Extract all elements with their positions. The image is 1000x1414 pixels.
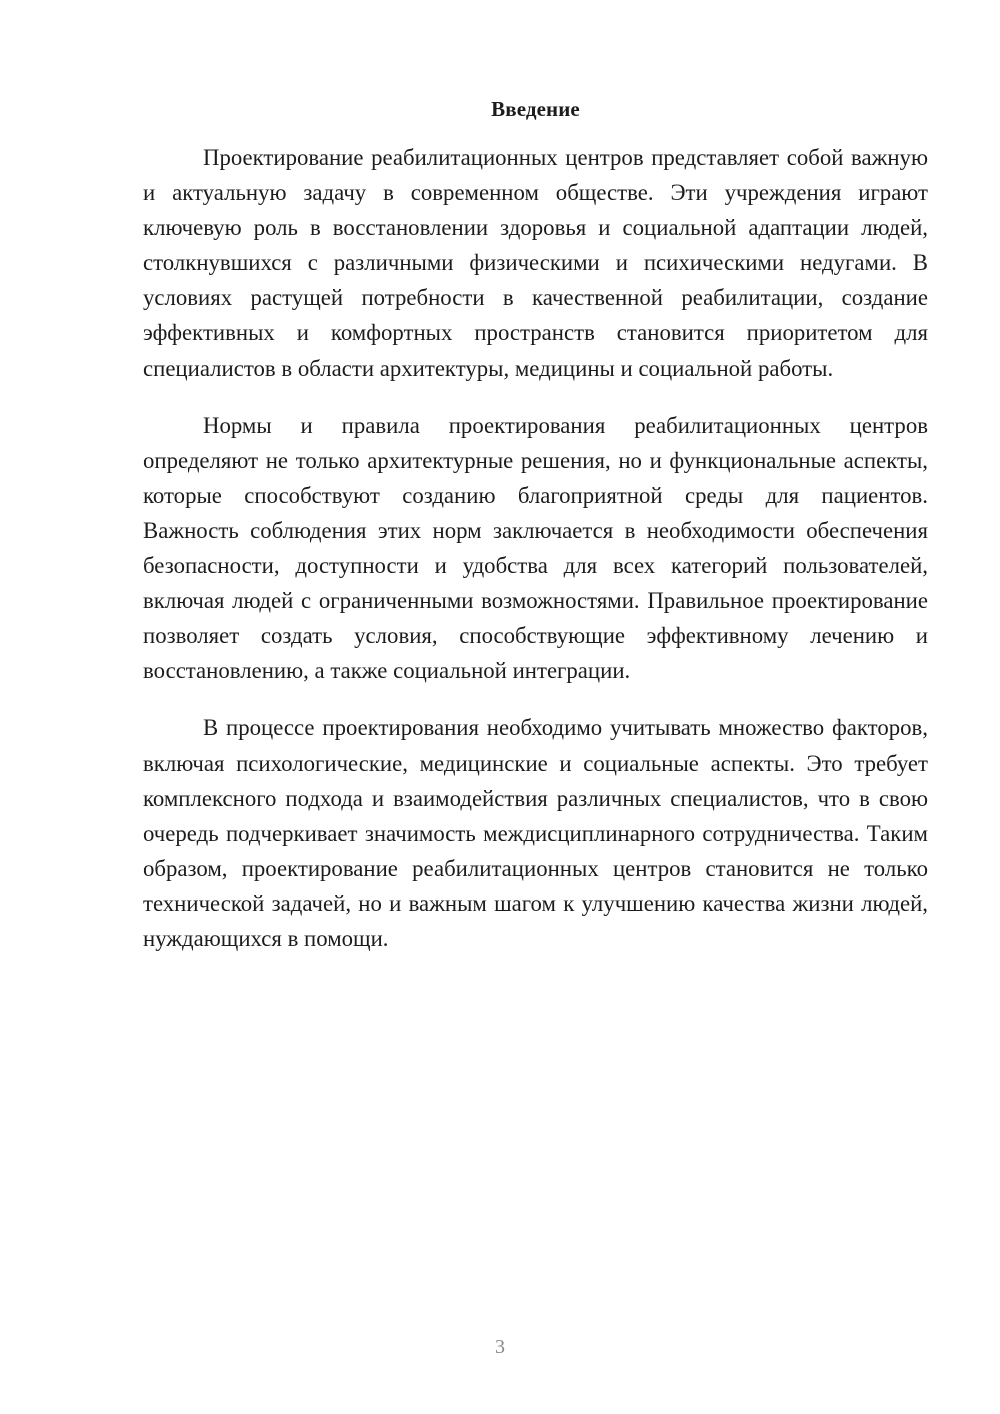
paragraph-norms: Нормы и правила проектирования реабилитационных центров определяют не только архитектурные решения, но и функциональные аспекты, которые способствуют созданию благоприятной среды для пациентов. Важность соблюдения этих норм заключается в необходимости обеспечения безопасности, доступности и удобства для всех категорий пользователей, включая людей с ограниченными возможностями. Правильное проектирование позволяет создать условия, способствующие эффективному лечению и восстановлению, а также социальной интеграции. xyxy=(143,412,928,684)
page-number: 3 xyxy=(495,1336,505,1358)
paragraph-process: В процессе проектирования необходимо учитывать множество факторов, включая психологические, медицинские и социальные аспекты. Это требует комплексного подхода и взаимодействия различных специалистов, что в свою очередь подчеркивает значимость междисциплинарного сотрудничества. Таким образом, проектирование реабилитационных центров становится не только технической задачей, но и важным шагом к улучшению качества жизни людей, нуждающихся в помощи. xyxy=(143,715,928,951)
section-title: Введение xyxy=(491,97,580,121)
page-content xyxy=(143,92,928,978)
paragraph-intro: Проектирование реабилитационных центров представляет собой важную и актуальную задачу в современном обществе. Эти учреждения играют ключевую роль в восстановлении здоровья и социальной адаптации людей, столкнувшихся с различными физическими и психическими недугами. В условиях растущей потребности в качественной реабилитации, создание эффективных и комфортных пространств становится приоритетом для специалистов в области архитектуры, медицины и социальной работы. xyxy=(143,145,928,381)
